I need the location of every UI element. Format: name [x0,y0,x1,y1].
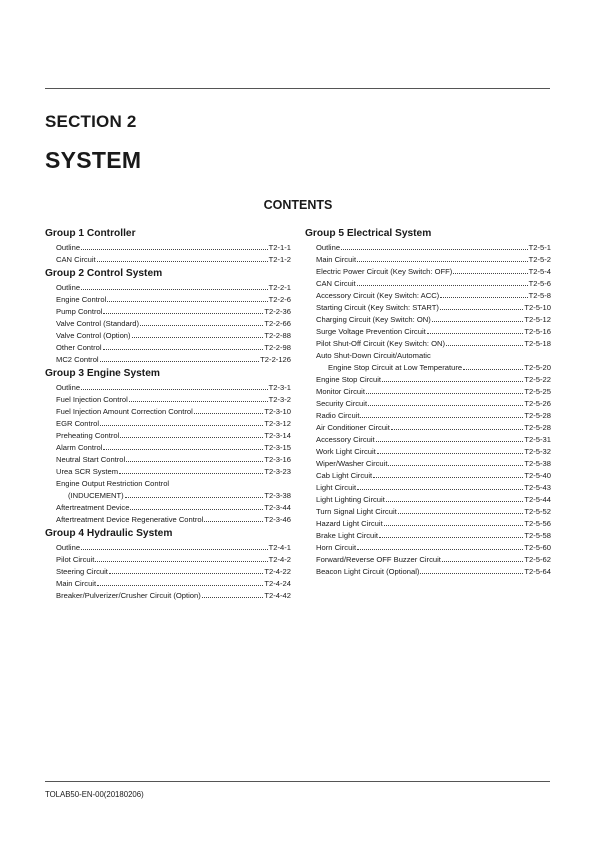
toc-entry[interactable] [45,282,291,294]
toc-group [45,368,291,526]
dot-leader [130,509,263,510]
page-number: T2-4-2 [268,555,291,564]
entry-title: MC2 Control [56,355,99,364]
entry-title: Pilot Circuit [56,555,95,564]
page-number: T2-5-10 [524,303,551,312]
page-number: T2-2-88 [264,331,291,340]
entry-title: Fuel Injection Amount Correction Control [56,407,193,416]
toc-left-column [45,226,291,602]
entry-title: Engine Output Restriction Control [56,479,170,488]
page-number: T2-5-52 [524,507,551,516]
page-number: T2-5-56 [524,519,551,528]
page-number: T2-3-1 [268,383,291,392]
entry-title: Outline [316,243,341,252]
toc-entry[interactable] [45,502,291,514]
toc-group [45,528,291,602]
page-number: T2-5-20 [524,363,551,372]
entry-title: Engine Stop Circuit [316,375,382,384]
page-number: T2-2-36 [264,307,291,316]
entry-title: Beacon Light Circuit (Optional) [316,567,420,576]
page-number: T2-3-15 [264,443,291,452]
entry-title: Hazard Light Circuit [316,519,383,528]
dot-leader [446,345,523,346]
page-number: T2-4-1 [268,543,291,552]
page-number: T2-2-6 [268,295,291,304]
group-title: Group 5 Electrical System [305,228,432,239]
entry-title: Urea SCR System [56,467,119,476]
page-number: T2-3-23 [264,467,291,476]
toc-entry[interactable] [305,542,551,554]
entry-title: EGR Control [56,419,100,428]
page-number: T2-5-62 [524,555,551,564]
page-number: T2-3-2 [268,395,291,404]
entry-title: Fuel Injection Control [56,395,128,404]
toc-entry[interactable] [45,566,291,578]
toc-entry[interactable] [305,278,551,290]
toc-entry[interactable] [45,514,291,526]
section-title: SYSTEM [45,147,142,173]
page-number: T2-5-60 [524,543,551,552]
entry-title: Aftertreatment Device [56,503,130,512]
entry-title: Main Circuit [56,579,97,588]
entry-title: Surge Voltage Prevention Circuit [316,327,426,336]
page-number: T2-5-38 [524,459,551,468]
page-number: T2-3-38 [264,491,291,500]
page-number: T2-3-12 [264,419,291,428]
page-number: T2-5-4 [528,267,551,276]
entry-title: Engine Stop Circuit at Low Temperature [328,363,463,372]
document-code: TOLAB50-EN-00(20180206) [45,790,144,799]
toc-entry[interactable] [305,506,551,518]
page-number: T2-2-1 [268,283,291,292]
toc-entry[interactable] [45,254,291,266]
dot-leader [103,449,263,450]
dot-leader [126,461,263,462]
page-number: T2-5-25 [524,387,551,396]
dot-leader [442,561,524,562]
page-number: T2-5-22 [524,375,551,384]
entry-title: Pump Control [56,307,103,316]
toc-entry[interactable] [45,394,291,406]
toc-entry[interactable] [45,242,291,254]
toc-entry[interactable] [305,518,551,530]
toc-entry[interactable] [305,410,551,422]
entry-title: CAN Circuit [56,255,96,264]
dot-leader [357,489,523,490]
toc-entry[interactable] [45,466,291,478]
page-number: T2-5-18 [524,339,551,348]
entry-title: Light Lighting Circuit [316,495,385,504]
section-label: SECTION 2 [45,112,137,131]
dot-leader [379,537,523,538]
toc-entry[interactable] [45,590,291,602]
page-number: T2-4-24 [264,579,291,588]
page-number: T2-3-44 [264,503,291,512]
entry-title: Preheating Control [56,431,120,440]
toc-entry[interactable] [305,530,551,542]
dot-leader [97,261,268,262]
page-number: T2-5-31 [524,435,551,444]
toc-entry[interactable] [305,362,551,374]
toc-entry[interactable] [305,446,551,458]
dot-leader [388,465,523,466]
page-number: T2-5-44 [524,495,551,504]
entry-title: Turn Signal Light Circuit [316,507,397,516]
toc-entry[interactable] [45,542,291,554]
dot-leader [125,497,264,498]
toc-entry[interactable] [45,294,291,306]
entry-title: Work Light Circuit [316,447,376,456]
toc-entry[interactable] [305,326,551,338]
group-title: Group 3 Engine System [45,368,160,379]
toc-entry[interactable] [45,454,291,466]
page-number: T2-1-1 [268,243,291,252]
entry-title: Forward/Reverse OFF Buzzer Circuit [316,555,441,564]
entry-title: Security Circuit [316,399,368,408]
dot-leader [432,321,524,322]
toc-entry[interactable] [45,330,291,342]
entry-title: Horn Circuit [316,543,357,552]
dot-leader [95,561,267,562]
entry-title: Wiper/Washer Circuit [316,459,388,468]
entry-title: Monitor Circuit [316,387,365,396]
contents-title: CONTENTS [263,198,333,212]
dot-leader [140,325,263,326]
toc-entry[interactable] [45,354,291,366]
dot-leader [107,301,267,302]
entry-title: Auto Shut-Down Circuit/Automatic [316,351,431,360]
toc-entry[interactable] [305,338,551,350]
dot-leader [81,549,268,550]
dot-leader [103,349,264,350]
page-number: T2-3-10 [264,407,291,416]
dot-leader [81,249,268,250]
page-number: T2-1-2 [268,255,291,264]
dot-leader [357,549,523,550]
page-number: T2-5-28 [524,411,551,420]
page-number: T2-5-40 [524,471,551,480]
entry-title: Outline [56,383,81,392]
page-number: T2-5-28 [524,423,551,432]
page-number: T2-2-98 [264,343,291,352]
entry-title: CAN Circuit [316,279,356,288]
entry-title: Main Circuit [316,255,357,264]
entry-title: Brake Light Circuit [316,531,379,540]
entry-title: Accessory Circuit [316,435,375,444]
header-rule [45,88,550,89]
toc-entry[interactable] [305,350,551,362]
page-number: T2-5-12 [524,315,551,324]
page-number: T2-5-6 [528,279,551,288]
dot-leader [398,513,524,514]
footer-rule [45,781,550,782]
entry-title: Pilot Shut-Off Circuit (Key Switch: ON) [316,339,445,348]
dot-leader [376,441,524,442]
dot-leader [341,249,528,250]
dot-leader [427,333,524,334]
toc-entry[interactable] [305,422,551,434]
dot-leader [368,405,523,406]
toc-entry[interactable] [45,554,291,566]
entry-title: Breaker/Pulverizer/Crusher Circuit (Option) [56,591,201,600]
dot-leader [100,425,263,426]
toc-group [45,228,291,266]
toc-entry[interactable] [305,242,551,254]
dot-leader [420,573,523,574]
page-number: T2-5-16 [524,327,551,336]
dot-leader [391,429,524,430]
dot-leader [202,597,264,598]
toc-entry[interactable] [305,482,551,494]
page-number: T2-4-42 [264,591,291,600]
toc-entry[interactable] [45,318,291,330]
toc-entry[interactable] [45,382,291,394]
entry-title: Engine Control [56,295,107,304]
toc-right-column [305,226,551,578]
toc-entry[interactable] [305,314,551,326]
entry-title: Valve Control (Standard) [56,319,140,328]
dot-leader [360,417,523,418]
toc-entry[interactable] [305,374,551,386]
dot-leader [382,381,523,382]
toc-entry[interactable] [45,490,291,502]
dot-leader [204,521,263,522]
toc-group [45,268,291,366]
toc-entry[interactable] [305,434,551,446]
toc-entry[interactable] [45,430,291,442]
entry-title: Alarm Control [56,443,103,452]
dot-leader [357,285,528,286]
entry-title: Accessory Circuit (Key Switch: ACC) [316,291,440,300]
entry-title: Neutral Start Control [56,455,126,464]
toc-entry[interactable] [45,406,291,418]
toc-entry[interactable] [305,266,551,278]
dot-leader [377,453,524,454]
toc-entry[interactable] [305,470,551,482]
dot-leader [366,393,523,394]
toc-entry[interactable] [45,478,291,490]
page-number: T2-2-66 [264,319,291,328]
toc-entry[interactable] [45,442,291,454]
page-number: T2-5-2 [528,255,551,264]
dot-leader [386,501,524,502]
group-title: Group 1 Controller [45,228,136,239]
toc-entry[interactable] [305,566,551,578]
toc-entry[interactable] [45,342,291,354]
dot-leader [129,401,268,402]
toc-entry[interactable] [305,494,551,506]
toc-entry[interactable] [45,418,291,430]
entry-title: Electric Power Circuit (Key Switch: OFF) [316,267,453,276]
dot-leader [194,413,264,414]
page-number: T2-5-26 [524,399,551,408]
toc-entry[interactable] [305,554,551,566]
page-number: T2-3-46 [264,515,291,524]
entry-title: Light Circuit [316,483,357,492]
page-number: T2-5-64 [524,567,551,576]
dot-leader [463,369,523,370]
entry-title: Air Conditioner Circuit [316,423,390,432]
group-title: Group 2 Control System [45,268,163,279]
entry-title: Aftertreatment Device Regenerative Control [56,515,204,524]
dot-leader [357,261,528,262]
page-number: T2-3-14 [264,431,291,440]
dot-leader [109,573,263,574]
entry-title: Outline [56,543,81,552]
dot-leader [81,389,268,390]
toc-entry[interactable] [45,578,291,590]
page-number: T2-4-22 [264,567,291,576]
entry-title: Other Control [56,343,102,352]
dot-leader [103,313,263,314]
toc-entry[interactable] [305,254,551,266]
entry-title: Outline [56,283,81,292]
page-number: T2-5-58 [524,531,551,540]
toc-entry[interactable] [305,398,551,410]
entry-title: Steering Circuit [56,567,108,576]
dot-leader [132,337,264,338]
entry-title: Outline [56,243,81,252]
page-number: T2-5-1 [528,243,551,252]
dot-leader [100,361,260,362]
toc-entry[interactable] [305,458,551,470]
dot-leader [440,309,523,310]
toc-group [305,228,551,578]
page-number: T2-3-16 [264,455,291,464]
dot-leader [373,477,523,478]
page-number: T2-2-126 [260,355,291,364]
dot-leader [97,585,263,586]
entry-title: Charging Circuit (Key Switch: ON) [316,315,431,324]
page-number: T2-5-43 [524,483,551,492]
toc-entry[interactable] [45,306,291,318]
entry-title: (INDUCEMENT) [68,491,124,500]
page-number: T2-5-8 [528,291,551,300]
dot-leader [81,289,268,290]
page-number: T2-5-32 [524,447,551,456]
dot-leader [120,437,263,438]
toc-entry[interactable] [305,290,551,302]
toc-entry[interactable] [305,386,551,398]
dot-leader [384,525,524,526]
entry-title: Cab Light Circuit [316,471,373,480]
entry-title: Valve Control (Option) [56,331,131,340]
dot-leader [119,473,263,474]
dot-leader [453,273,527,274]
entry-title: Radio Circuit [316,411,360,420]
toc-entry[interactable] [305,302,551,314]
dot-leader [440,297,527,298]
entry-title: Starting Circuit (Key Switch: START) [316,303,439,312]
group-title: Group 4 Hydraulic System [45,528,173,539]
